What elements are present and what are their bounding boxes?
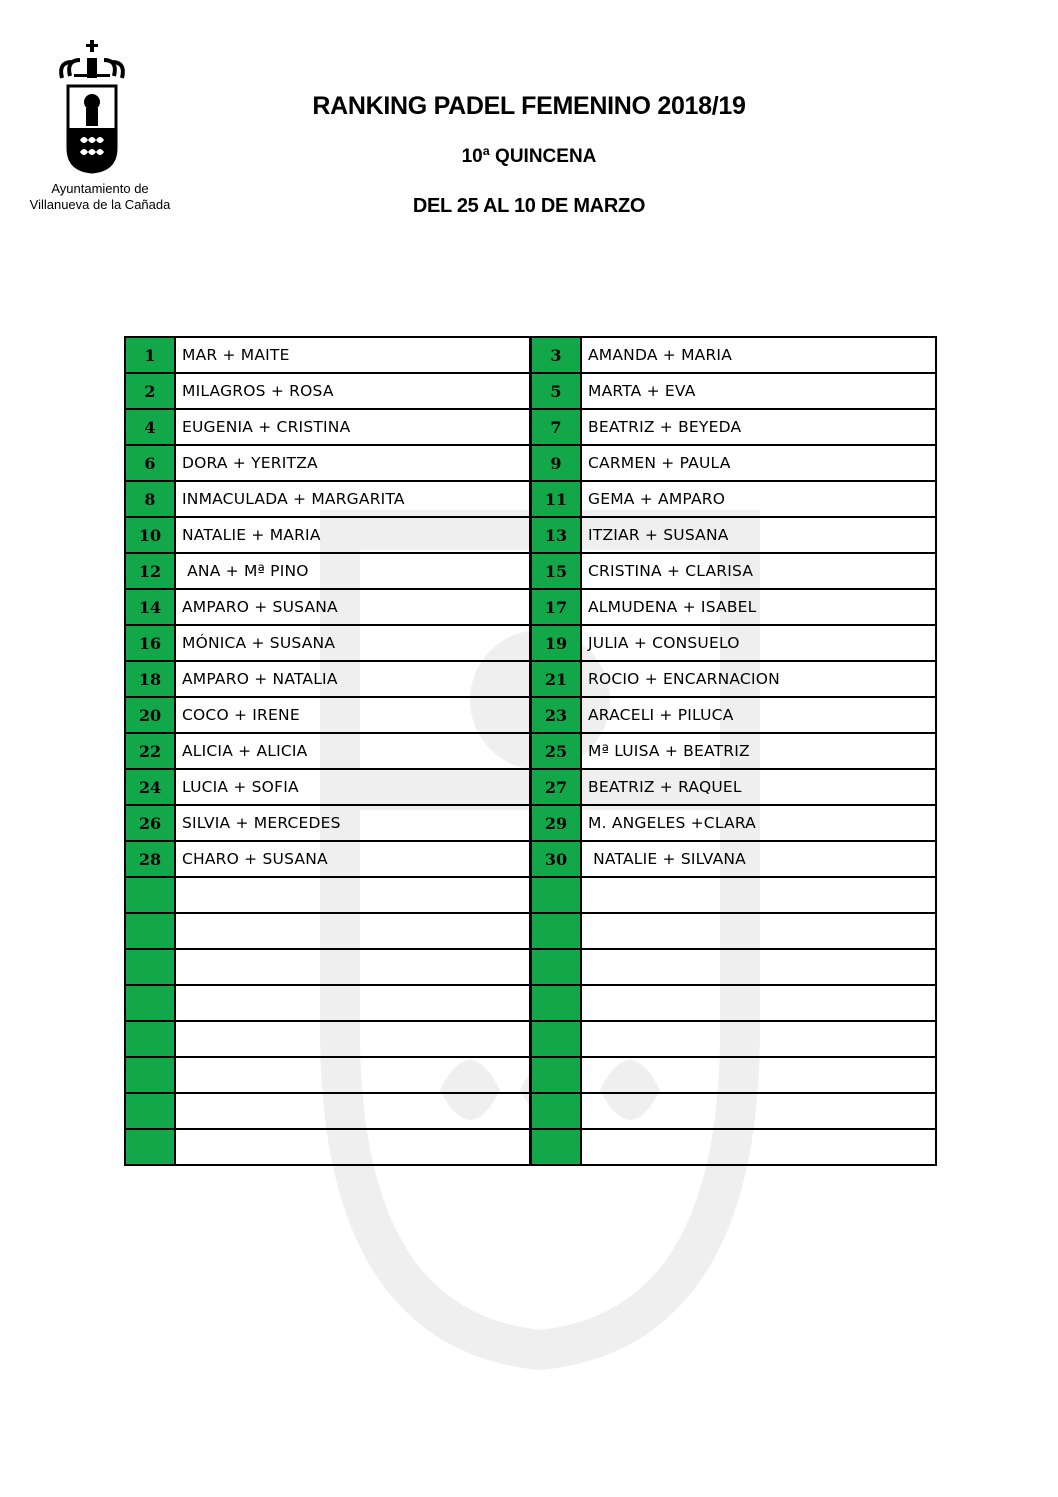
right-rank-cell: 29: [531, 805, 582, 841]
table-row: [125, 769, 936, 805]
left-rank-cell: 22: [125, 733, 175, 769]
right-team-cell: M. ANGELES +CLARA: [581, 805, 936, 841]
right-rank-cell: 30: [531, 841, 582, 877]
right-team-cell: [581, 1093, 936, 1129]
left-rank-cell: [125, 985, 175, 1021]
table-row: [125, 877, 936, 913]
right-rank-cell: [531, 913, 582, 949]
left-team-cell: [175, 949, 531, 985]
table-row: [125, 589, 936, 625]
left-rank-cell: 24: [125, 769, 175, 805]
right-rank-cell: 7: [531, 409, 582, 445]
right-team-cell: NATALIE + SILVANA: [581, 841, 936, 877]
table-row: [125, 625, 936, 661]
right-team-cell: [581, 913, 936, 949]
table-row: [125, 337, 936, 373]
right-rank-cell: [531, 985, 582, 1021]
right-team-cell: [581, 877, 936, 913]
right-team-cell: CRISTINA + CLARISA: [581, 553, 936, 589]
right-rank-cell: [531, 877, 582, 913]
left-rank-cell: [125, 1093, 175, 1129]
right-rank-cell: [531, 1093, 582, 1129]
table-row: [125, 949, 936, 985]
logo-caption-line2: Villanueva de la Cañada: [29, 197, 171, 212]
left-rank-cell: 14: [125, 589, 175, 625]
table-row: [125, 1129, 936, 1165]
left-rank-cell: 28: [125, 841, 175, 877]
right-team-cell: ROCIO + ENCARNACION: [581, 661, 936, 697]
left-rank-cell: 20: [125, 697, 175, 733]
left-team-cell: ANA + Mª PINO: [175, 553, 531, 589]
table-row: [125, 805, 936, 841]
left-rank-cell: 16: [125, 625, 175, 661]
left-rank-cell: [125, 877, 175, 913]
left-rank-cell: 26: [125, 805, 175, 841]
table-row: [125, 1021, 936, 1057]
left-team-cell: AMPARO + NATALIA: [175, 661, 531, 697]
right-rank-cell: 3: [531, 337, 582, 373]
left-rank-cell: [125, 1021, 175, 1057]
right-team-cell: [581, 1021, 936, 1057]
left-rank-cell: 2: [125, 373, 175, 409]
table-row: [125, 1057, 936, 1093]
left-team-cell: [175, 877, 531, 913]
right-team-cell: Mª LUISA + BEATRIZ: [581, 733, 936, 769]
left-team-cell: MAR + MAITE: [175, 337, 531, 373]
right-rank-cell: 19: [531, 625, 582, 661]
table-row: [125, 913, 936, 949]
left-rank-cell: 8: [125, 481, 175, 517]
right-team-cell: CARMEN + PAULA: [581, 445, 936, 481]
left-team-cell: MÓNICA + SUSANA: [175, 625, 531, 661]
table-row: [125, 409, 936, 445]
right-team-cell: [581, 1129, 936, 1165]
left-team-cell: DORA + YERITZA: [175, 445, 531, 481]
left-team-cell: [175, 1057, 531, 1093]
left-team-cell: COCO + IRENE: [175, 697, 531, 733]
ranking-table: [124, 336, 937, 1166]
table-row: [125, 733, 936, 769]
left-team-cell: SILVIA + MERCEDES: [175, 805, 531, 841]
left-rank-cell: 1: [125, 337, 175, 373]
left-rank-cell: [125, 913, 175, 949]
page-subtitle: 10ª QUINCENA: [461, 146, 597, 167]
left-team-cell: [175, 1093, 531, 1129]
right-team-cell: ARACELI + PILUCA: [581, 697, 936, 733]
right-team-cell: JULIA + CONSUELO: [581, 625, 936, 661]
right-team-cell: [581, 985, 936, 1021]
table-row: [125, 373, 936, 409]
table-row: [125, 1093, 936, 1129]
left-team-cell: MILAGROS + ROSA: [175, 373, 531, 409]
date-range: DEL 25 AL 10 DE MARZO: [412, 195, 646, 217]
right-rank-cell: 11: [531, 481, 582, 517]
right-team-cell: [581, 1057, 936, 1093]
page-title: RANKING PADEL FEMENINO 2018/19: [312, 92, 746, 120]
right-rank-cell: 13: [531, 517, 582, 553]
table-row: [125, 841, 936, 877]
right-team-cell: GEMA + AMPARO: [581, 481, 936, 517]
left-rank-cell: 6: [125, 445, 175, 481]
left-rank-cell: [125, 949, 175, 985]
right-rank-cell: 27: [531, 769, 582, 805]
left-team-cell: CHARO + SUSANA: [175, 841, 531, 877]
right-rank-cell: 5: [531, 373, 582, 409]
right-rank-cell: 17: [531, 589, 582, 625]
table-row: [125, 553, 936, 589]
left-team-cell: [175, 1129, 531, 1165]
table-row: [125, 985, 936, 1021]
right-team-cell: [581, 949, 936, 985]
left-rank-cell: 12: [125, 553, 175, 589]
left-rank-cell: 10: [125, 517, 175, 553]
logo-caption-line1: Ayuntamiento de: [51, 181, 149, 196]
left-team-cell: [175, 1021, 531, 1057]
left-team-cell: ALICIA + ALICIA: [175, 733, 531, 769]
left-team-cell: AMPARO + SUSANA: [175, 589, 531, 625]
right-rank-cell: [531, 949, 582, 985]
right-rank-cell: [531, 1129, 582, 1165]
left-team-cell: NATALIE + MARIA: [175, 517, 531, 553]
right-rank-cell: 21: [531, 661, 582, 697]
right-rank-cell: [531, 1021, 582, 1057]
right-team-cell: BEATRIZ + BEYEDA: [581, 409, 936, 445]
left-team-cell: [175, 913, 531, 949]
left-rank-cell: 4: [125, 409, 175, 445]
right-rank-cell: 9: [531, 445, 582, 481]
table-row: [125, 445, 936, 481]
left-rank-cell: 18: [125, 661, 175, 697]
ranking-table-body: [125, 337, 936, 1165]
right-team-cell: AMANDA + MARIA: [581, 337, 936, 373]
left-rank-cell: [125, 1057, 175, 1093]
right-team-cell: MARTA + EVA: [581, 373, 936, 409]
left-rank-cell: [125, 1129, 175, 1165]
right-rank-cell: 23: [531, 697, 582, 733]
right-team-cell: ITZIAR + SUSANA: [581, 517, 936, 553]
table-row: [125, 517, 936, 553]
left-team-cell: LUCIA + SOFIA: [175, 769, 531, 805]
right-team-cell: BEATRIZ + RAQUEL: [581, 769, 936, 805]
table-row: [125, 697, 936, 733]
left-team-cell: [175, 985, 531, 1021]
left-team-cell: INMACULADA + MARGARITA: [175, 481, 531, 517]
table-row: [125, 481, 936, 517]
right-rank-cell: [531, 1057, 582, 1093]
right-team-cell: ALMUDENA + ISABEL: [581, 589, 936, 625]
right-rank-cell: 25: [531, 733, 582, 769]
left-team-cell: EUGENIA + CRISTINA: [175, 409, 531, 445]
right-rank-cell: 15: [531, 553, 582, 589]
table-row: [125, 661, 936, 697]
